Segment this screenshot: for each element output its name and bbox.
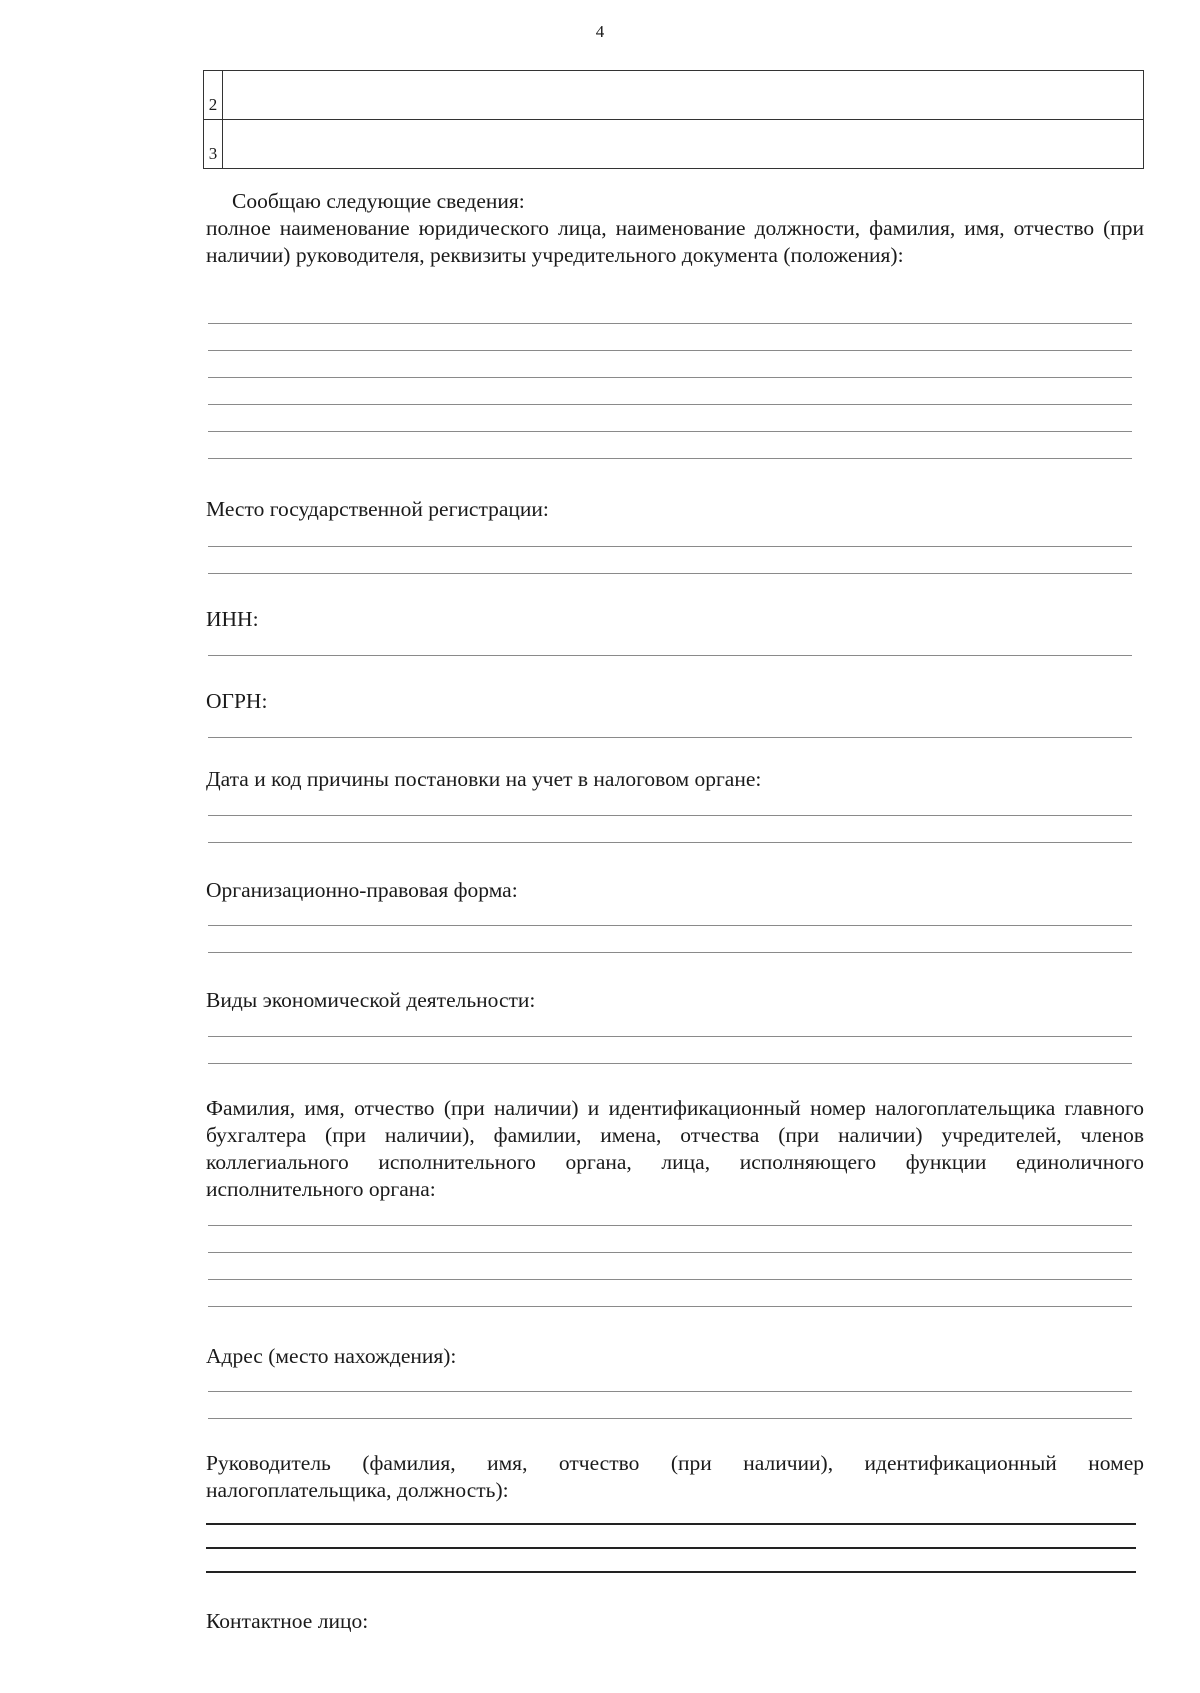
legal-form-label: Организационно-правовая форма: xyxy=(206,878,518,902)
full-name-field-line-2[interactable] xyxy=(208,350,1132,351)
legal-form-field-line-1[interactable] xyxy=(208,925,1132,926)
officials-field-line-3[interactable] xyxy=(208,1279,1132,1280)
activities-field-line-2[interactable] xyxy=(208,1063,1132,1064)
registration-place-field-line-2[interactable] xyxy=(208,573,1132,574)
row-number: 3 xyxy=(204,120,223,169)
activities-label: Виды экономической деятельности: xyxy=(206,988,536,1012)
tax-registration-field-line-2[interactable] xyxy=(208,842,1132,843)
table-row xyxy=(204,71,1144,120)
full-name-field-line-6[interactable] xyxy=(208,458,1132,459)
registration-place-label: Место государственной регистрации: xyxy=(206,497,549,521)
contact-label: Контактное лицо: xyxy=(206,1609,369,1633)
table-row xyxy=(204,120,1144,169)
tax-registration-field-line-1[interactable] xyxy=(208,815,1132,816)
address-field-line-1[interactable] xyxy=(208,1391,1132,1392)
table-cell[interactable] xyxy=(223,120,1144,169)
ogrn-field-line[interactable] xyxy=(208,737,1132,738)
address-label: Адрес (место нахождения): xyxy=(206,1344,457,1368)
head-label: Руководитель (фамилия, имя, отчество (при наличии), идентификационный номер налогоплательщика, должность): xyxy=(206,1451,1144,1502)
inn-field-line[interactable] xyxy=(208,655,1132,656)
numbered-table xyxy=(203,70,1144,169)
full-name-field-line-1[interactable] xyxy=(208,323,1132,324)
page-number: 4 xyxy=(595,22,605,41)
officials-label: Фамилия, имя, отчество (при наличии) и идентификационный номер налогоплательщика главного бухгалтера (при наличии), фамилии, имена, отчества (при наличии) учредителей, членов коллегиального исполнительного органа, лица, исполняющего функции единоличного исполнительного органа: xyxy=(206,1096,1144,1201)
full-name-field-line-3[interactable] xyxy=(208,377,1132,378)
officials-field-line-2[interactable] xyxy=(208,1252,1132,1253)
full-name-label: полное наименование юридического лица, наименование должности, фамилия, имя, отчество (при наличии) руководителя, реквизиты учредительного документа (положения): xyxy=(206,216,1144,267)
row-number: 2 xyxy=(204,71,223,120)
head-field-line-3[interactable] xyxy=(206,1571,1136,1573)
full-name-field-line-4[interactable] xyxy=(208,404,1132,405)
inn-label: ИНН: xyxy=(206,607,259,631)
officials-field-line-1[interactable] xyxy=(208,1225,1132,1226)
address-field-line-2[interactable] xyxy=(208,1418,1132,1419)
full-name-field-line-5[interactable] xyxy=(208,431,1132,432)
intro-text: Сообщаю следующие сведения: xyxy=(232,189,525,213)
table-cell[interactable] xyxy=(223,71,1144,120)
officials-field-line-4[interactable] xyxy=(208,1306,1132,1307)
registration-place-field-line-1[interactable] xyxy=(208,546,1132,547)
ogrn-label: ОГРН: xyxy=(206,689,268,713)
tax-registration-label: Дата и код причины постановки на учет в налоговом органе: xyxy=(206,767,762,791)
head-field-line-1[interactable] xyxy=(206,1523,1136,1525)
legal-form-field-line-2[interactable] xyxy=(208,952,1132,953)
head-field-line-2[interactable] xyxy=(206,1547,1136,1549)
activities-field-line-1[interactable] xyxy=(208,1036,1132,1037)
